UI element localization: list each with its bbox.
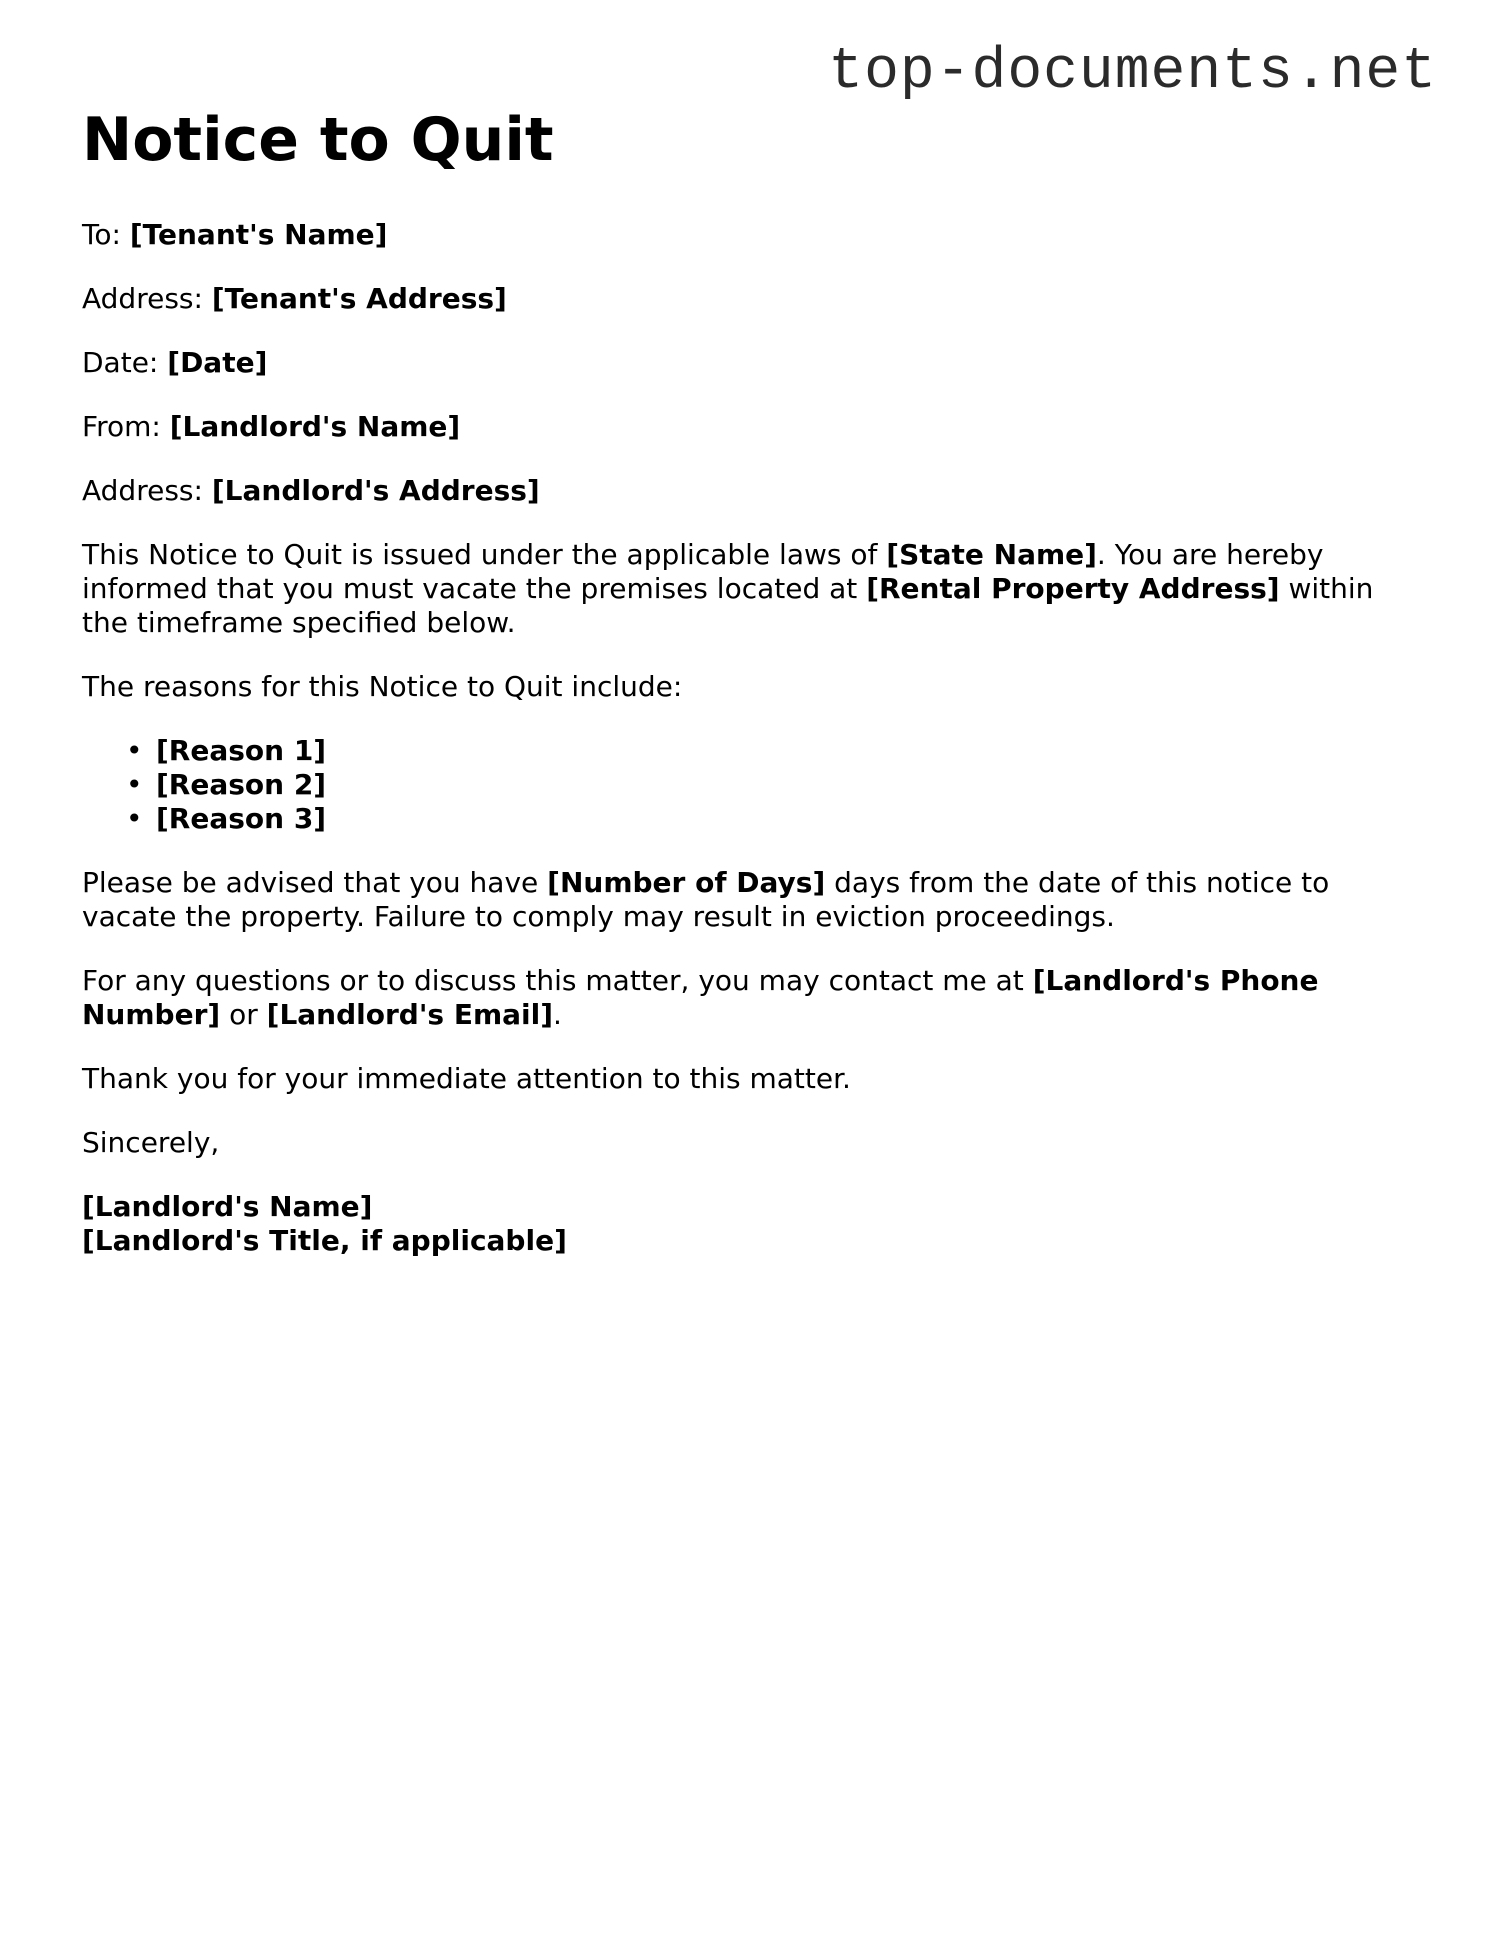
- advisory-paragraph: [82, 866, 1412, 934]
- signature-block: [82, 1190, 1412, 1258]
- tenant-address-line: [82, 282, 1412, 316]
- to-label: To:: [82, 218, 121, 251]
- bullet-marker: •: [126, 802, 143, 835]
- intro-text-1: This Notice to Quit is issued under the applicable laws of: [82, 538, 887, 571]
- tenant-address-label: Address:: [82, 282, 203, 315]
- reasons-intro: The reasons for this Notice to Quit include:: [82, 670, 683, 703]
- reason-text: [Reason 3]: [156, 802, 327, 835]
- landlord-phone-placeholder: [Landlord's Phone Number]: [82, 964, 1319, 1031]
- bullet-marker: •: [126, 768, 143, 801]
- contact-paragraph: [82, 964, 1412, 1032]
- contact-text-2: or: [220, 998, 267, 1031]
- landlord-address-label: Address:: [82, 474, 203, 507]
- landlord-address-placeholder: [Landlord's Address]: [211, 474, 540, 507]
- closing-line: Sincerely,: [82, 1126, 220, 1159]
- signature-name: [Landlord's Name]: [82, 1190, 373, 1223]
- document-body: [82, 104, 1412, 1258]
- date-line: [82, 346, 1412, 380]
- watermark-text: top-documents.net: [828, 40, 1437, 105]
- bullet-marker: •: [126, 734, 143, 767]
- thanks-paragraph: Thank you for your immediate attention to this matter.: [82, 1062, 851, 1095]
- intro-text-2: . You are hereby informed that you must vacate the premises located at: [82, 538, 1324, 605]
- rental-property-placeholder: [Rental Property Address]: [866, 572, 1280, 605]
- tenant-address-placeholder: [Tenant's Address]: [211, 282, 507, 315]
- intro-text-3: within the timeframe specified below.: [82, 572, 1374, 639]
- list-item: [126, 768, 1412, 802]
- contact-text-3: .: [553, 998, 562, 1031]
- date-label: Date:: [82, 346, 159, 379]
- tenant-name-placeholder: [Tenant's Name]: [129, 218, 388, 251]
- advisory-text-1: Please be advised that you have: [82, 866, 548, 899]
- list-item: [126, 802, 1412, 836]
- landlord-email-placeholder: [Landlord's Email]: [266, 998, 554, 1031]
- reasons-list: [82, 734, 1412, 836]
- landlord-address-line: [82, 474, 1412, 508]
- from-line: [82, 410, 1412, 444]
- list-item: [126, 734, 1412, 768]
- to-line: [82, 218, 1412, 252]
- landlord-name-placeholder: [Landlord's Name]: [169, 410, 461, 443]
- intro-paragraph: [82, 538, 1412, 640]
- date-placeholder: [Date]: [167, 346, 268, 379]
- reason-text: [Reason 1]: [156, 734, 327, 767]
- document-title: Notice to Quit: [82, 105, 554, 175]
- from-label: From:: [82, 410, 161, 443]
- state-name-placeholder: [State Name]: [886, 538, 1097, 571]
- contact-text-1: For any questions or to discuss this matter, you may contact me at: [82, 964, 1033, 997]
- advisory-text-2: days from the date of this notice to vacate the property. Failure to comply may result in eviction proceedings.: [82, 866, 1330, 933]
- reason-text: [Reason 2]: [156, 768, 327, 801]
- signature-title: [Landlord's Title, if applicable]: [82, 1224, 567, 1257]
- number-of-days-placeholder: [Number of Days]: [547, 866, 826, 899]
